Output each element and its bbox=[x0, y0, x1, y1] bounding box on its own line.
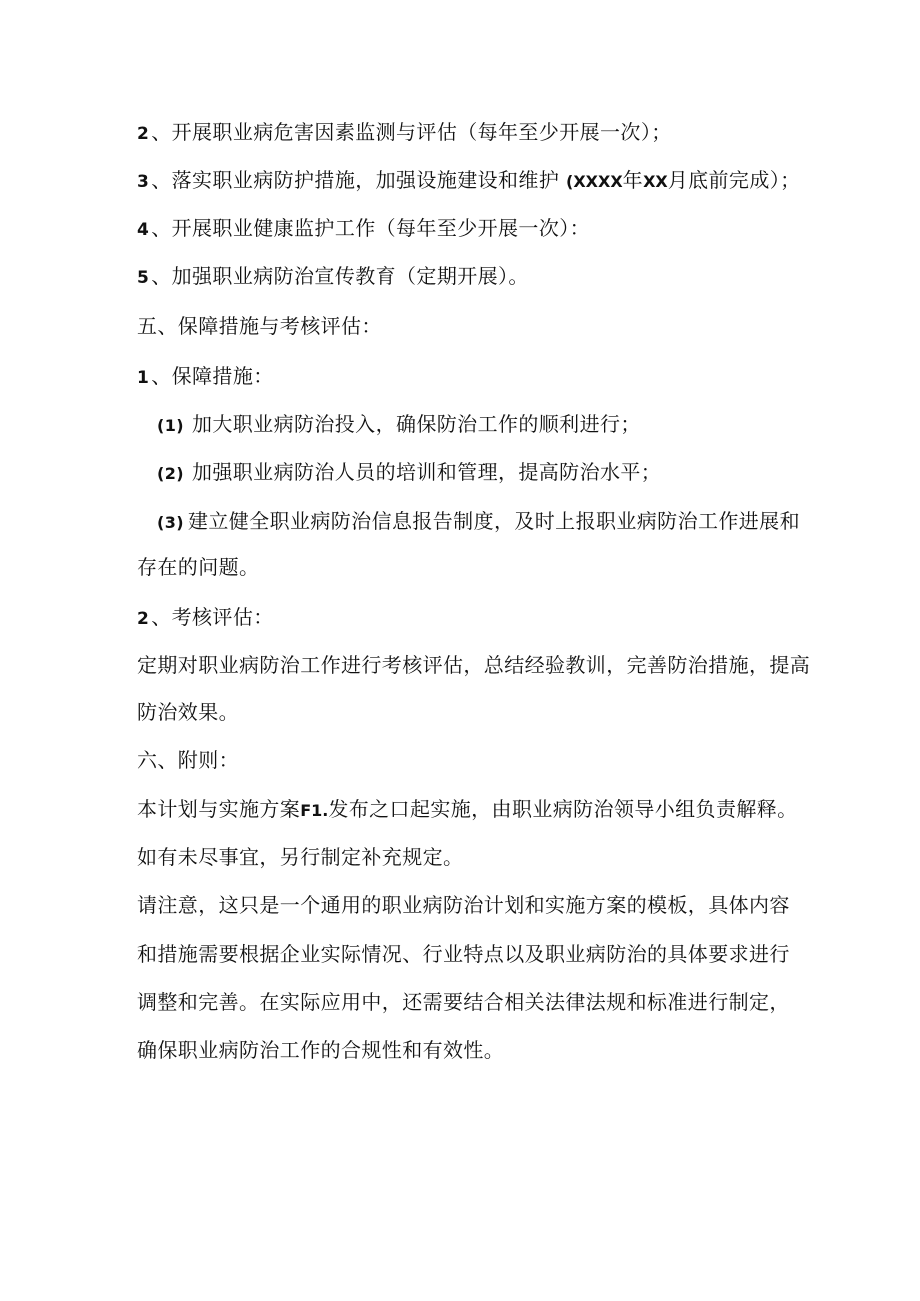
paragraph-line: 防治效果。 bbox=[137, 700, 239, 724]
section-five-heading: 五、保障措施与考核评估： bbox=[137, 314, 382, 338]
paragraph-line: 如有未尽事宜，另行制定补充规定。 bbox=[137, 845, 464, 869]
measure-item bbox=[157, 507, 800, 537]
annex-text: 本计划与实施方案 bbox=[137, 797, 301, 821]
paragraph-line: 请注意，这只是一个通用的职业病防治计划和实施方案的模板，具体内容 bbox=[137, 893, 790, 917]
subsection-text: 、考核评估： bbox=[151, 605, 274, 629]
paragraph-line: 和措施需要根据企业实际情况、行业特点以及职业病防治的具体要求进行 bbox=[137, 942, 790, 966]
paragraph-line: 调整和完善。在实际应用中，还需要结合相关法律法规和标准进行制定， bbox=[137, 990, 790, 1014]
item-text: 、加强职业病防治宣传教育（定期开展）。 bbox=[151, 264, 529, 288]
item-number: 5 bbox=[137, 268, 150, 288]
measure-number: (1) bbox=[157, 416, 184, 435]
measure-number: (3) bbox=[157, 513, 184, 532]
paragraph-line: 确保职业病防治工作的合规性和有效性。 bbox=[137, 1038, 505, 1062]
subsection-heading bbox=[137, 362, 274, 392]
measure-text: 加大职业病防治投入，确保防治工作的顺利进行； bbox=[191, 412, 641, 436]
annex-code: F1. bbox=[300, 801, 329, 820]
paragraph-line bbox=[137, 795, 798, 825]
list-item bbox=[137, 118, 672, 148]
item-number: 4 bbox=[137, 220, 150, 240]
measure-text: 加强职业病防治人员的培训和管理，提高防治水平； bbox=[191, 460, 662, 484]
measure-continuation: 存在的问题。 bbox=[137, 555, 260, 579]
item-number: 2 bbox=[137, 609, 150, 629]
annex-text: 发布之口起实施，由职业病防治领导小组负责解释。 bbox=[328, 797, 798, 821]
measure-item bbox=[157, 458, 661, 488]
item-text: 、落实职业病防护措施，加强设施建设和维护 bbox=[151, 168, 566, 192]
item-text: 年 bbox=[622, 168, 644, 192]
item-number: 2 bbox=[137, 124, 150, 144]
list-item bbox=[137, 262, 529, 292]
section-six-heading: 六、附则： bbox=[137, 748, 239, 772]
placeholder-year: (XXXX bbox=[566, 172, 623, 191]
measure-text: 建立健全职业病防治信息报告制度，及时上报职业病防治工作进展和 bbox=[187, 509, 800, 533]
list-item bbox=[137, 166, 801, 196]
item-text: 、开展职业健康监护工作（每年至少开展一次）： bbox=[151, 216, 591, 240]
item-number: 3 bbox=[137, 172, 150, 192]
measure-item bbox=[157, 410, 641, 440]
list-item bbox=[137, 214, 590, 244]
item-number: 1 bbox=[137, 368, 150, 388]
placeholder-month: XX bbox=[643, 172, 668, 191]
paragraph-line: 定期对职业病防治工作进行考核评估，总结经验教训，完善防治措施，提高 bbox=[137, 653, 811, 677]
measure-number: (2) bbox=[157, 464, 184, 483]
item-text: 、开展职业病危害因素监测与评估（每年至少开展一次）； bbox=[151, 120, 672, 144]
subsection-heading bbox=[137, 603, 274, 633]
item-text: 月底前完成）； bbox=[667, 168, 801, 192]
subsection-text: 、保障措施： bbox=[151, 364, 274, 388]
